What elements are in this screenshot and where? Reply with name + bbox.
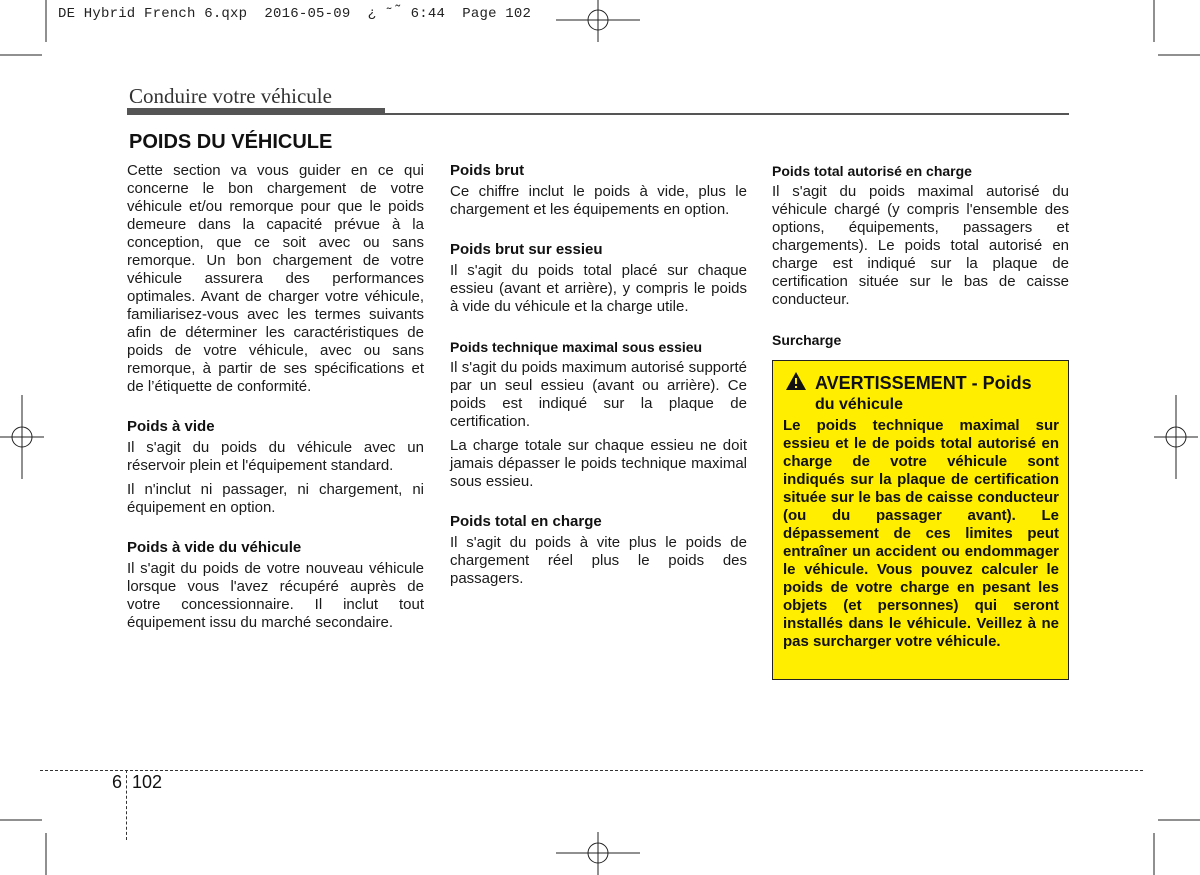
paragraph-poids-technique-2: La charge totale sur chaque essieu ne doit jamais dépasser le poids technique maximal sous essieu. [450,437,747,490]
heading-poids-brut-essieu: Poids brut sur essieu [450,241,603,258]
paragraph-poids-a-vide-1: Il s'agit du poids du véhicule avec un réservoir plein et l'équipement standard. [127,439,424,474]
page-title: POIDS DU VÉHICULE [129,131,333,153]
paragraph-poids-a-vide-vehicule: Il s'agit du poids de votre nouveau véhicule lorsque vous l'avez récupéré auprès de votre concessionnaire. Il inclut tout équipement issu du marché secondaire. [127,560,424,631]
title-rule-thick [127,108,385,115]
print-header: DE Hybrid French 6.qxp 2016-05-09 ¿ ˜ ̃ 6:44 Page 102 [58,6,532,22]
paragraph-poids-brut: Ce chiffre inclut le poids à vide, plus le chargement et les équipements en option. [450,183,747,218]
title-rule-thin [385,113,1069,115]
warning-title: AVERTISSEMENT - Poids [815,373,1032,393]
heading-poids-brut: Poids brut [450,162,525,179]
warning-box [772,360,1069,680]
heading-poids-total: Poids total en charge [450,513,602,530]
paragraph-poids-technique-1: Il s'agit du poids maximum autorisé supporté par un seul essieu (avant ou arrière). Ce poids est indiqué sur la plaque de certification. [450,359,747,430]
intro-paragraph: Cette section va vous guider en ce qui concerne le bon chargement de votre véhicule et/ou remorque pour que le poids demeure dans la capacité prévue à la conception, que ce soit avec ou sans remorque. Un bon chargement de votre véhicule assurera des performances optimales. Avant de charger votre véhicule, familiarisez-vous avec les termes suivants afin de déterminer les caractéristiques de poids de votre véhicule, avec ou sans remorque, à partir de ses spécifications et de l’étiquette de conformité. [127,162,424,395]
paragraph-ptac: Il s'agit du poids maximal autorisé du véhicule chargé (y compris l'ensemble des options, équipements, passagers et chargements). Le poids total autorisé en charge est indiqué sur la plaque de certification située sur le bas de caisse conducteur. [772,183,1069,308]
paragraph-poids-a-vide-2: Il n'inclut ni passager, ni chargement, ni équipement en option. [127,481,424,516]
heading-poids-a-vide: Poids à vide [127,418,215,435]
heading-surcharge: Surcharge [772,332,842,348]
heading-poids-a-vide-vehicule: Poids à vide du véhicule [127,539,302,556]
paragraph-poids-brut-essieu: Il s'agit du poids total placé sur chaque essieu (avant et arrière), y compris le poids à vide du véhicule et la charge utile. [450,262,747,315]
page-number: 6 102 [112,772,163,792]
heading-poids-technique: Poids technique maximal sous essieu [450,339,703,355]
column-2 [450,162,747,588]
paragraph-poids-total: Il s'agit du poids à vite plus le poids de chargement réel plus le poids des passagers. [450,534,747,587]
warning-body: Le poids technique maximal sur essieu et le de poids total autorisé en charge de votre véhicule sont indiqués sur la plaque de certification située sur le bas de caisse conducteur (ou du passager avant). Le dépassement de ces limites peut entraîner un accident ou endommager le véhicule. Vous pouvez calculer le poids de votre charge en pesant les objets (et personnes) qui seront installés dans le véhicule. Veillez à ne pas surcharger votre véhicule. [783,417,1059,650]
column-3 [772,162,1069,349]
footer-dashed-rule [40,770,1143,771]
warning-triangle-icon [785,371,807,391]
section-title: Conduire votre véhicule [129,84,332,108]
column-1 [127,162,424,632]
heading-ptac: Poids total autorisé en charge [772,163,972,179]
warning-subtitle: du véhicule [815,396,904,413]
